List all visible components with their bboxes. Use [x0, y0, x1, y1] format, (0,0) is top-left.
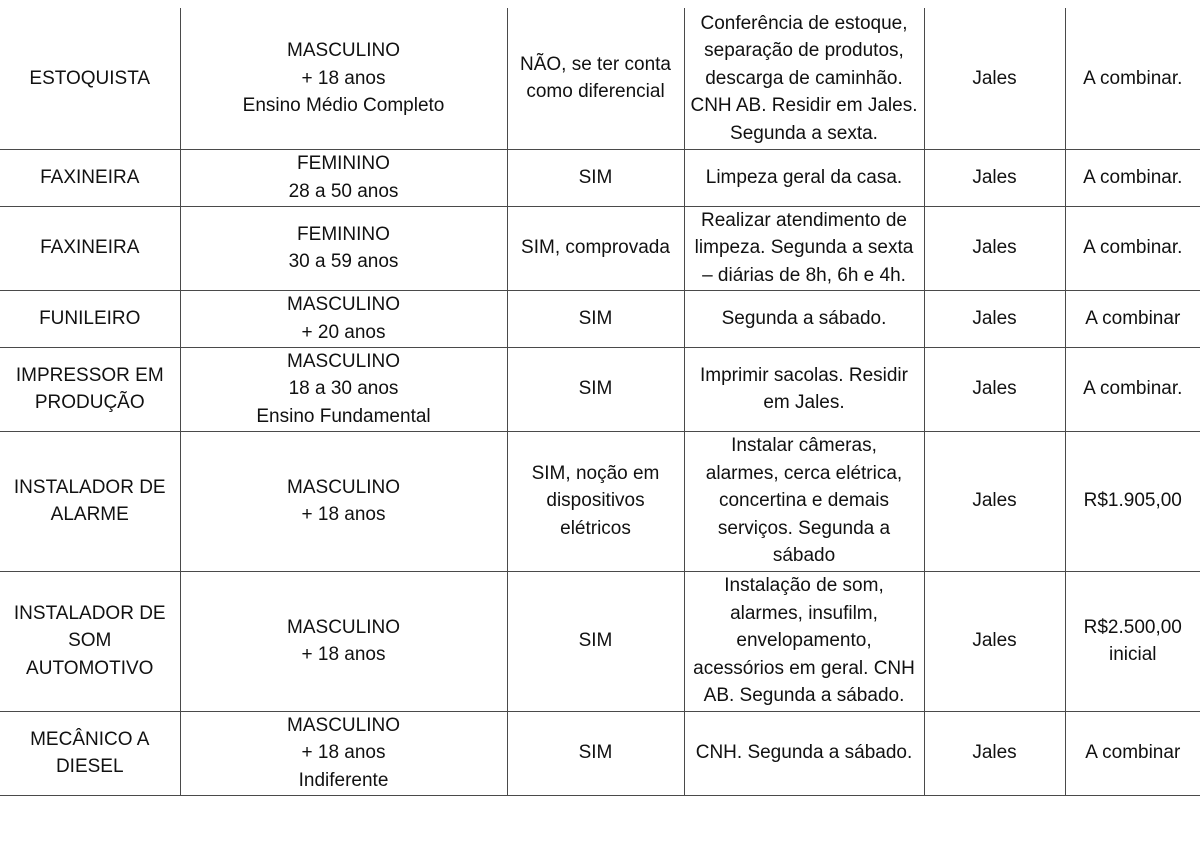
table-row — [0, 149, 1200, 206]
location-cell: Jales — [924, 149, 1065, 206]
experience-cell: SIM, noção em dispositivos elétricos — [507, 431, 684, 571]
experience-cell: NÃO, se ter conta como diferencial — [507, 8, 684, 149]
location-cell: Jales — [924, 711, 1065, 795]
job-title-cell: IMPRESSOR EM PRODUÇÃO — [0, 347, 180, 431]
location-cell: Jales — [924, 347, 1065, 431]
table-row — [0, 347, 1200, 431]
profile-cell: MASCULINO + 18 anos — [180, 431, 507, 571]
job-title-cell: ESTOQUISTA — [0, 8, 180, 149]
experience-cell: SIM — [507, 571, 684, 711]
table-row — [0, 431, 1200, 571]
experience-cell: SIM — [507, 149, 684, 206]
job-title-cell: INSTALADOR DE ALARME — [0, 431, 180, 571]
table-row — [0, 206, 1200, 290]
description-cell: Segunda a sábado. — [684, 290, 924, 347]
profile-cell: MASCULINO + 18 anos — [180, 571, 507, 711]
salary-cell: A combinar. — [1065, 206, 1200, 290]
salary-cell: A combinar — [1065, 290, 1200, 347]
profile-cell: FEMININO 30 a 59 anos — [180, 206, 507, 290]
experience-cell: SIM — [507, 347, 684, 431]
location-cell: Jales — [924, 206, 1065, 290]
description-cell: Realizar atendimento de limpeza. Segunda a sexta – diárias de 8h, 6h e 4h. — [684, 206, 924, 290]
job-title-cell: MECÂNICO A DIESEL — [0, 711, 180, 795]
description-cell: Limpeza geral da casa. — [684, 149, 924, 206]
description-cell: Instalar câmeras, alarmes, cerca elétrica, concertina e demais serviços. Segunda a sábado — [684, 431, 924, 571]
job-title-cell: FAXINEIRA — [0, 206, 180, 290]
description-cell: Instalação de som, alarmes, insufilm, envelopamento, acessórios em geral. CNH AB. Segunda a sábado. — [684, 571, 924, 711]
location-cell: Jales — [924, 290, 1065, 347]
salary-cell: A combinar — [1065, 711, 1200, 795]
location-cell: Jales — [924, 571, 1065, 711]
job-listings-table — [0, 8, 1200, 796]
job-title-cell: FUNILEIRO — [0, 290, 180, 347]
description-cell: Conferência de estoque, separação de produtos, descarga de caminhão. CNH AB. Residir em Jales. Segunda a sexta. — [684, 8, 924, 149]
experience-cell: SIM, comprovada — [507, 206, 684, 290]
job-title-cell: INSTALADOR DE SOM AUTOMOTIVO — [0, 571, 180, 711]
profile-cell: FEMININO 28 a 50 anos — [180, 149, 507, 206]
salary-cell: R$2.500,00 inicial — [1065, 571, 1200, 711]
description-cell: CNH. Segunda a sábado. — [684, 711, 924, 795]
location-cell: Jales — [924, 8, 1065, 149]
table-row — [0, 571, 1200, 711]
profile-cell: MASCULINO + 20 anos — [180, 290, 507, 347]
salary-cell: A combinar. — [1065, 347, 1200, 431]
job-title-cell: FAXINEIRA — [0, 149, 180, 206]
location-cell: Jales — [924, 431, 1065, 571]
table-row — [0, 8, 1200, 149]
salary-cell: R$1.905,00 — [1065, 431, 1200, 571]
profile-cell: MASCULINO 18 a 30 anos Ensino Fundamental — [180, 347, 507, 431]
profile-cell: MASCULINO + 18 anos Indiferente — [180, 711, 507, 795]
table-row — [0, 290, 1200, 347]
experience-cell: SIM — [507, 290, 684, 347]
description-cell: Imprimir sacolas. Residir em Jales. — [684, 347, 924, 431]
salary-cell: A combinar. — [1065, 149, 1200, 206]
experience-cell: SIM — [507, 711, 684, 795]
table-row — [0, 711, 1200, 795]
profile-cell: MASCULINO + 18 anos Ensino Médio Completo — [180, 8, 507, 149]
salary-cell: A combinar. — [1065, 8, 1200, 149]
